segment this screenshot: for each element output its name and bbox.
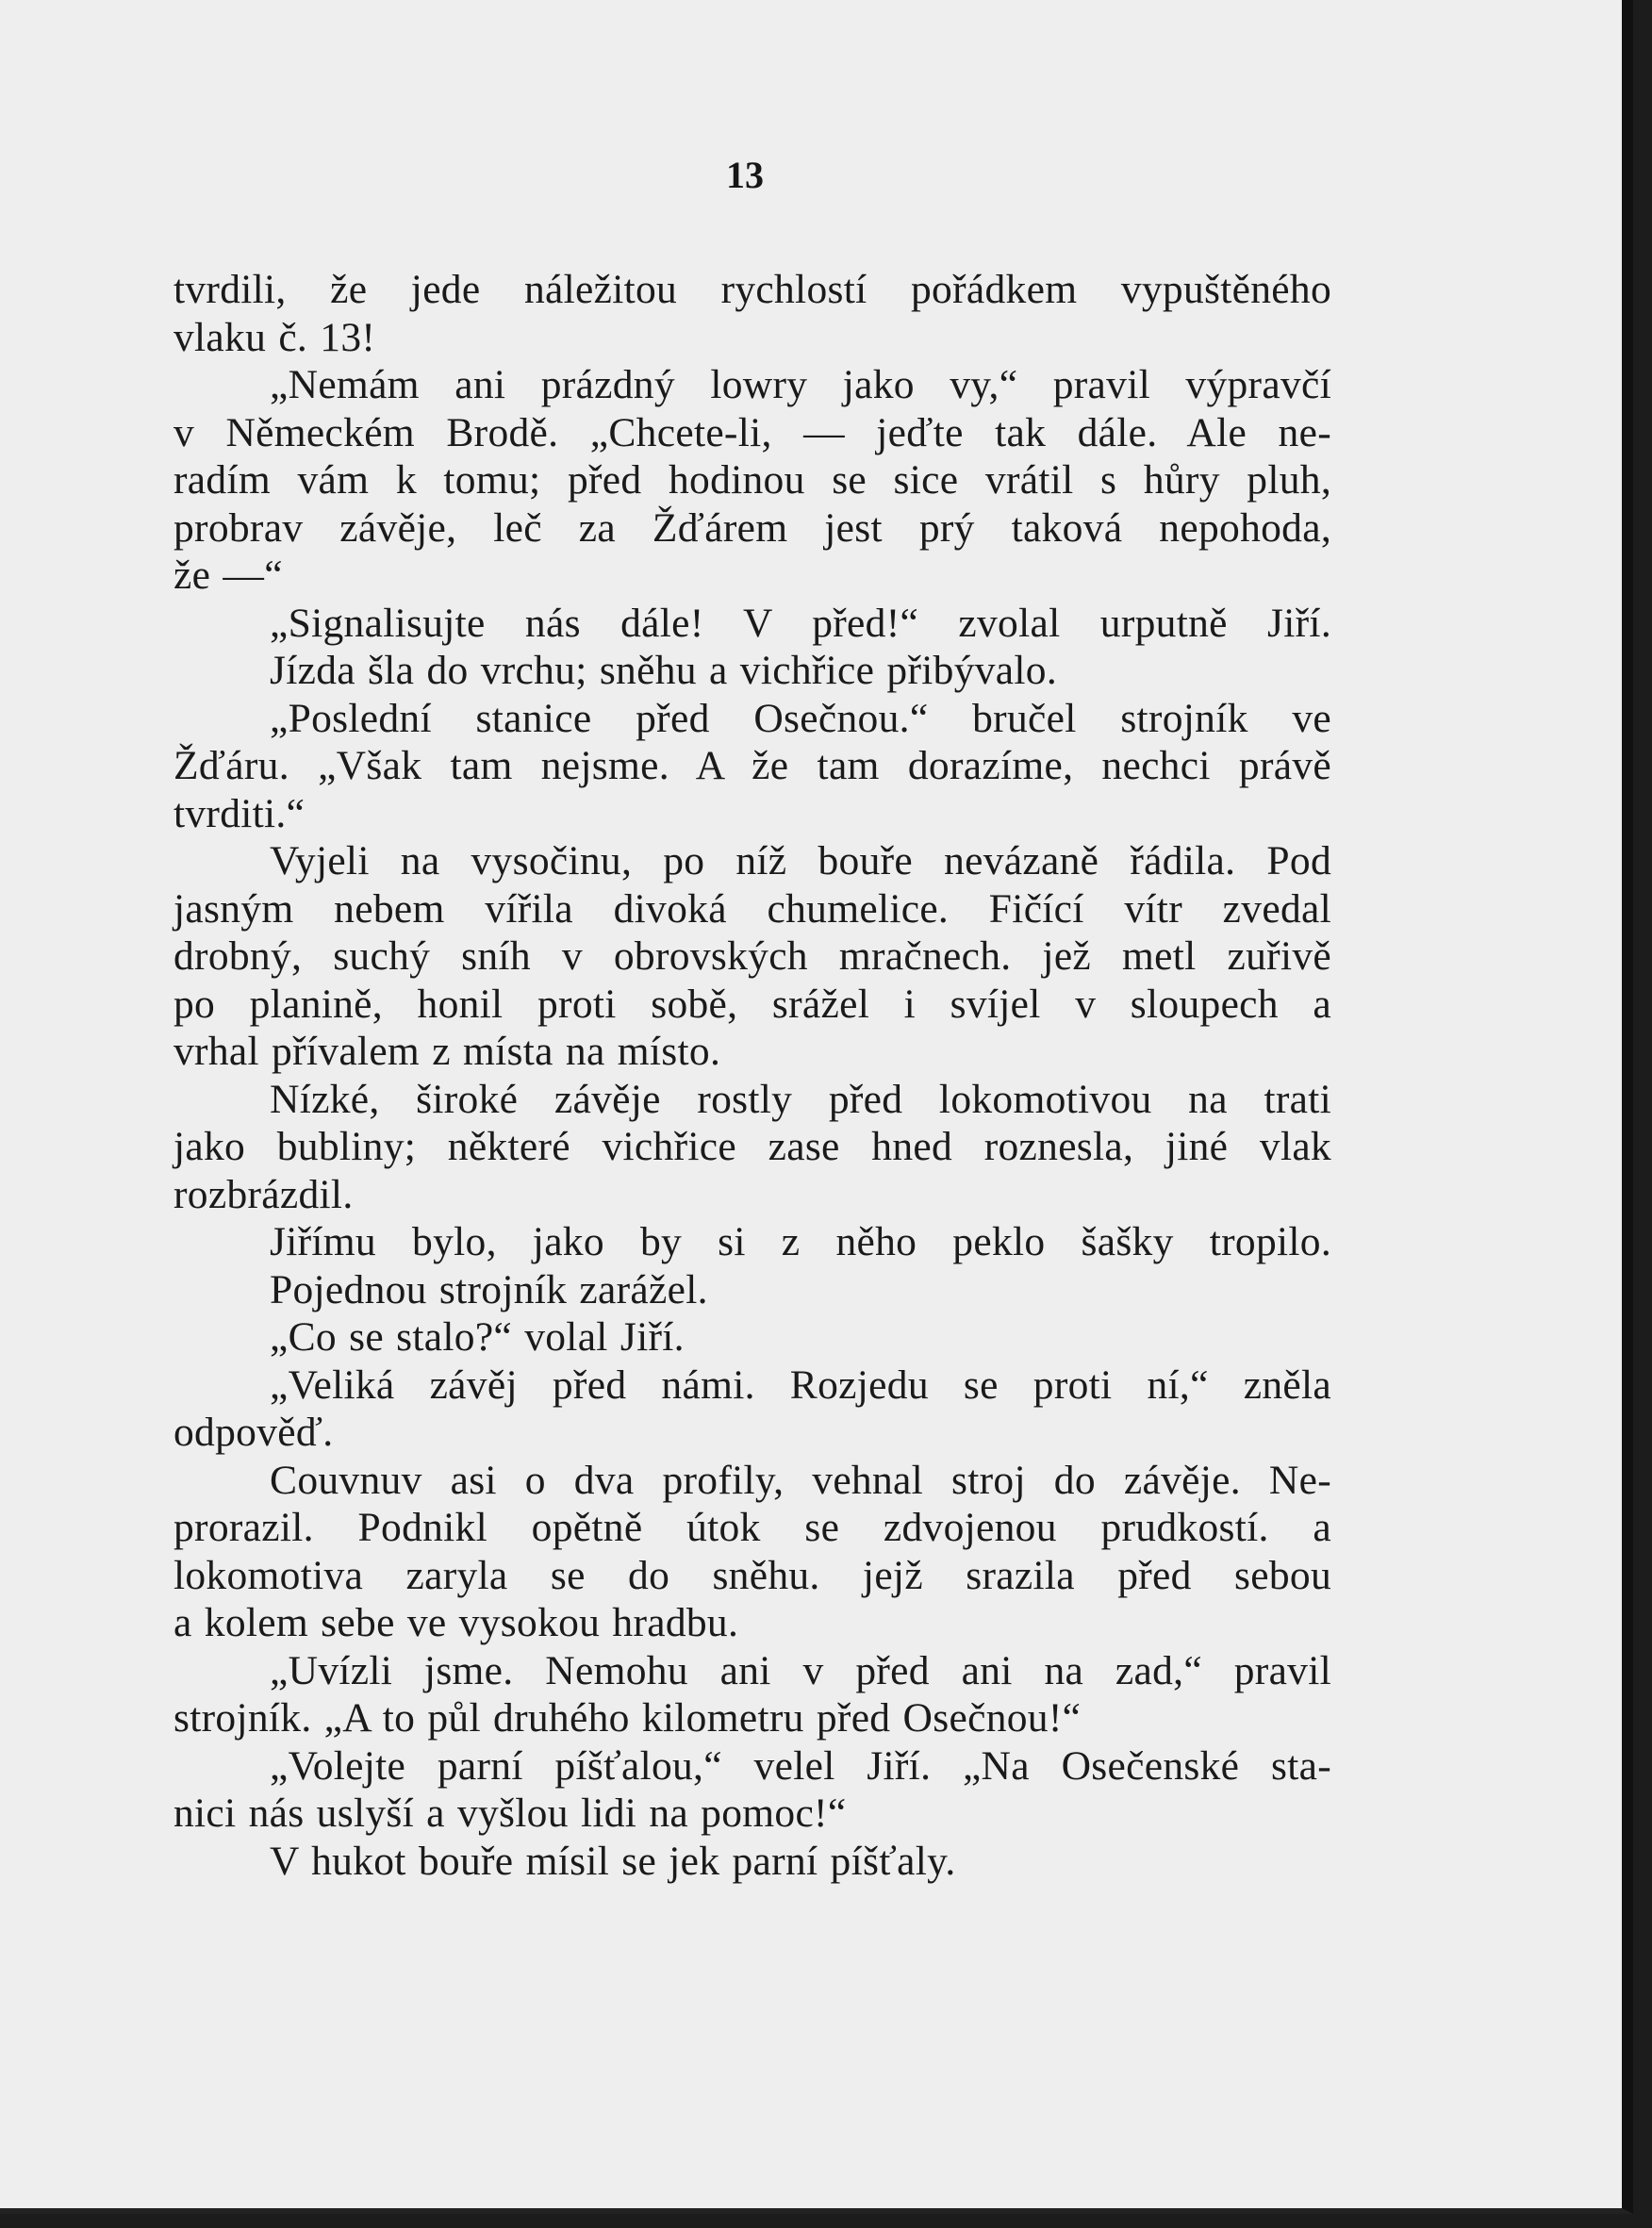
text-line: nici nás uslyší a vyšlou lidi na pomoc!“ [173,1791,847,1836]
text-line: Nízké, široké závěje rostly před lokomotivou na trati [270,1076,1331,1122]
text-line: prorazil. Podnikl opětně útok se zdvojenou prudkostí. a [173,1505,1331,1550]
text-line: po planině, honil proti sobě, srážel i svíjel v sloupech a [173,981,1331,1027]
text-line: tvrditi.“ [173,790,306,836]
text-line: Couvnuv asi o dva profily, vehnal stroj do závěje. Ne- [270,1457,1331,1503]
text-line: lokomotiva zaryla se do sněhu. jejž srazila před sebou [173,1552,1331,1598]
text-line: a kolem sebe ve vysokou hradbu. [173,1600,739,1645]
page-number: 13 [726,154,764,196]
text-line: Vyjeli na vysočinu, po níž bouře nevázaně řádila. Pod [270,838,1331,883]
text-line: v Německém Brodě. „Chcete-li, — jeďte tak dále. Ale ne- [173,409,1331,455]
text-line: „Signalisujte nás dále! V před!“ zvolal urputně Jiří. [270,600,1331,646]
text-line: že —“ [173,553,283,598]
text-line: „Uvízli jsme. Nemohu ani v před ani na zad,“ pravil [270,1647,1331,1693]
text-line: „Co se stalo?“ volal Jiří. [270,1314,685,1360]
text-line: „Nemám ani prázdný lowry jako vy,“ pravil výpravčí [270,362,1331,407]
text-line: probrav závěje, leč za Žďárem jest prý taková nepohoda, [173,504,1331,551]
text-line: „Poslední stanice před Osečnou.“ bručel strojník ve [270,695,1331,741]
text-line: vrhal přívalem z místa na místo. [173,1029,721,1074]
text-line: „Veliká závěj před námi. Rozjedu se proti ní,“ zněla [270,1362,1331,1408]
text-line: Pojednou strojník zarážel. [270,1266,708,1312]
text-line: Jízda šla do vrchu; sněhu a vichřice přibývalo. [270,648,1058,693]
text-line: tvrdili, že jede náležitou rychlostí pořádkem vypuštěného [173,267,1331,312]
text-line: drobný, suchý sníh v obrovských mračnech. jež metl zuřivě [173,933,1331,979]
text-line: rozbrázdil. [173,1171,354,1217]
text-line: jako bubliny; některé vichřice zase hned roznesla, jiné vlak [173,1124,1331,1169]
text-line: jasným nebem vířila divoká chumelice. Fičící vítr zvedal [173,885,1331,932]
text-line: Jiřímu bylo, jako by si z něho peklo šašky tropilo. [270,1219,1331,1264]
text-line: radím vám k tomu; před hodinou se sice vrátil s hůry pluh, [173,457,1331,503]
body-text [173,266,1331,1885]
text-line: odpověď. [173,1410,334,1455]
text-line: Žďáru. „Však tam nejsme. A že tam dorazíme, nechci právě [173,743,1331,788]
text-line: vlaku č. 13! [173,314,376,360]
text-line: V hukot bouře mísil se jek parní píšťaly. [270,1838,956,1884]
text-line: „Volejte parní píšťalou,“ velel Jiří. „Na Osečenské sta- [270,1742,1331,1789]
text-line: strojník. „A to půl druhého kilometru před Osečnou!“ [173,1695,1082,1741]
